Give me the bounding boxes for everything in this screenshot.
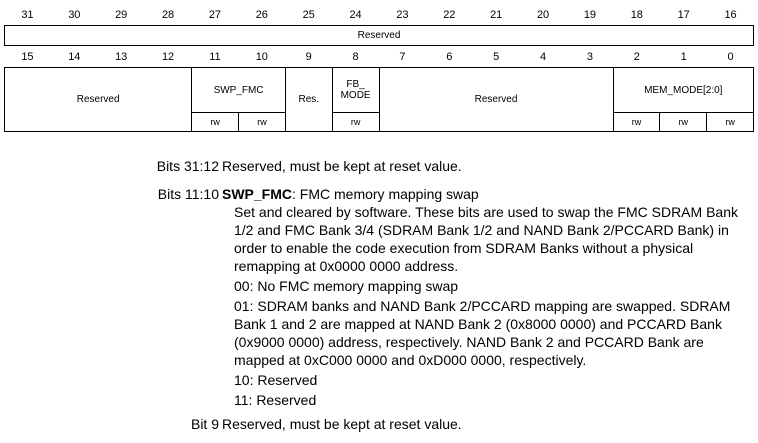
entry-text: Reserved, must be kept at reset value. — [222, 158, 462, 174]
bit-number: 22 — [443, 9, 456, 21]
access-bit-8: rw — [332, 113, 379, 132]
bit-description — [0, 157, 758, 435]
entry-bits-31-12 — [0, 157, 758, 175]
bit-number: 27 — [208, 9, 222, 21]
access-bit-2: rw — [613, 113, 660, 132]
fb-mode-line2: MODE — [340, 90, 371, 101]
field-mem-mode: MEM_MODE[2:0] — [613, 68, 753, 113]
bit-number: 3 — [586, 51, 593, 63]
field-title: : FMC memory mapping swap — [292, 186, 479, 202]
paragraph: 00: No FMC memory mapping swap — [234, 278, 459, 294]
paragraph: 11: Reserved — [234, 392, 317, 408]
bit-number: 23 — [396, 9, 409, 21]
field-reserved-15-12: Reserved — [5, 68, 192, 132]
bit-number: 17 — [677, 9, 690, 21]
bit-number: 7 — [399, 51, 406, 63]
field-name: SWP_FMC — [222, 186, 292, 202]
paragraph: 01: SDRAM banks and NAND Bank 2/PCCARD mapping are swapped. SDRAM Bank 1 and 2 are mapped at NAND Bank 2 (0x8000 0000) and PCCARD Bank (0x9000 0000) address, respectively. NAND Bank 2 and PCCARD Bank are mapped at 0xC000 0000 and 0xD000 0000, respectively. — [234, 298, 731, 368]
bit-range: Bits 31:12 — [156, 158, 219, 174]
bit-number: 2 — [633, 51, 640, 63]
bit-range: Bit 9 — [190, 416, 219, 432]
bit-number: 19 — [583, 9, 597, 21]
bit-number: 11 — [209, 51, 221, 63]
bit-number: 4 — [540, 51, 547, 63]
bit-number: 8 — [352, 51, 359, 63]
bit-number: 6 — [446, 51, 453, 63]
bit-number: 31 — [21, 9, 34, 21]
bit-number: 24 — [349, 9, 362, 21]
bit-number: 29 — [115, 9, 128, 21]
access-bit-0: rw — [707, 113, 754, 132]
access-bit-1: rw — [660, 113, 707, 132]
entry-text: Reserved, must be kept at reset value. — [222, 416, 462, 432]
bit-number: 16 — [724, 9, 737, 21]
register-low-half — [4, 67, 754, 132]
bit-number: 10 — [255, 51, 268, 63]
high-bit-numbers — [4, 7, 754, 23]
bit-number: 18 — [630, 9, 643, 21]
field-reserved-7-3: Reserved — [379, 68, 613, 132]
field-reserved-high: Reserved — [5, 26, 754, 46]
entry-bits-11-10 — [0, 185, 758, 409]
field-swp-fmc: SWP_FMC — [192, 68, 286, 113]
paragraph: 10: Reserved — [234, 372, 318, 388]
bit-range: Bits 11:10 — [157, 186, 219, 202]
bit-number: 1 — [680, 51, 687, 63]
bit-number: 9 — [305, 51, 312, 63]
access-bit-11: rw — [192, 113, 239, 132]
bit-number: 13 — [115, 51, 128, 63]
bit-number: 30 — [68, 9, 81, 21]
bit-number: 26 — [255, 9, 268, 21]
bit-number: 21 — [490, 9, 503, 21]
bit-number: 15 — [21, 51, 34, 63]
field-fb-mode — [332, 68, 379, 113]
fb-mode-line1: FB_ — [346, 79, 365, 90]
bit-number: 14 — [68, 51, 81, 63]
bit-number: 0 — [727, 51, 734, 63]
bit-number: 12 — [161, 51, 175, 63]
paragraph: Set and cleared by software. These bits are used to swap the FMC SDRAM Bank 1/2 and FMC Bank 3/4 (SDRAM Bank 1/2 and NAND Bank 2/PCCARD Bank) in order to enable the code execution from SDRAM Banks without a physical remapping at 0x0000 0000 address. — [234, 204, 738, 274]
bit-number: 5 — [493, 51, 500, 63]
entry-bit-9 — [0, 415, 758, 433]
low-bit-numbers — [4, 49, 754, 65]
bit-number: 28 — [161, 9, 175, 21]
field-res-9: Res. — [285, 68, 332, 132]
bit-number: 25 — [302, 9, 315, 21]
entry-heading — [222, 185, 752, 203]
register-high-half — [4, 25, 754, 46]
access-bit-10: rw — [239, 113, 286, 132]
bit-number: 20 — [536, 9, 550, 21]
